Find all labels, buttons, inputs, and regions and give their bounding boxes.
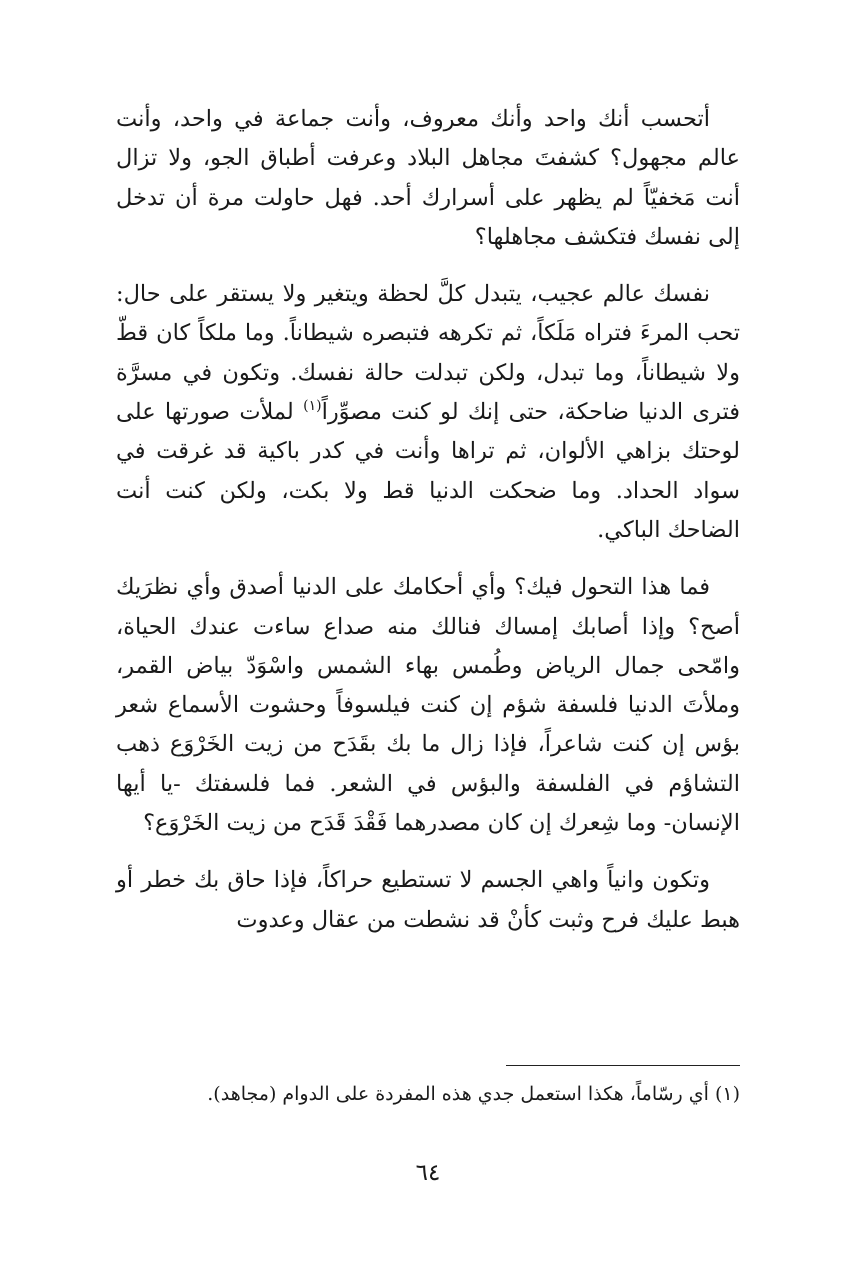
paragraph-4: وتكون وانياً واهي الجسم لا تستطيع حراكاً، فإذا حاق بك خطر أو هبط عليك فرح وثبت كأنْ قد نشطت من عقال وعدوت bbox=[116, 867, 740, 933]
footnote-reference-mark: (١) bbox=[303, 398, 322, 415]
book-page bbox=[116, 100, 740, 1240]
paragraph-2 bbox=[116, 275, 740, 550]
paragraph-1: أتحسب أنك واحد وأنك معروف، وأنت جماعة في واحد، وأنت عالم مجهول؟ كشفتَ مجاهل البلاد وعرفت أطباق الجو، ولا تزال أنت مَخفيّاً لم يظهر على أسرارك أحد. فهل حاولت مرة أن تدخل إلى نفسك فتكشف مجاهلها؟ bbox=[116, 106, 740, 250]
paragraph-2-text-after-note: لملأت صورتها على لوحتك بزاهي الألوان، ثم تراها وأنت في كدر باكية قد غرقت في سواد الحداد. وما ضحكت الدنيا قط ولا بكت، ولكن كنت أنت الضاحك الباكي. bbox=[116, 399, 740, 543]
page-number: ٦٤ bbox=[415, 1160, 441, 1186]
footnote-divider bbox=[506, 1065, 740, 1066]
paragraph-2-text-before-note: نفسك عالم عجيب، يتبدل كلَّ لحظة ويتغير ولا يستقر على حال: تحب المرءَ فتراه مَلَكاً، ثم تكرهه فتبصره شيطاناً. وما ملكاً كان قطّ ولا شيطاناً، وما تبدل، ولكن تبدلت حالة نفسك. وتكون في مسرَّة فترى الدنيا ضاحكة، حتى إنك لو كنت مصوِّراً bbox=[116, 281, 740, 426]
footnote: (١) أي رسّاماً، هكذا استعمل جدي هذه المفردة على الدوام (مجاهد). bbox=[207, 1083, 740, 1105]
paragraph-3: فما هذا التحول فيك؟ وأي أحكامك على الدنيا أصدق وأي نظرَيك أصح؟ وإذا أصابك إمساك فنالك منه صداع ساءت عندك الحياة، وامّحى جمال الرياض وطُمس بهاء الشمس واسْوَدّ بياض القمر، وملأتَ الدنيا فلسفة شؤم إن كنت فيلسوفاً وحشوت الأسماع شعر بؤس إن كنت شاعراً، فإذا زال ما بك بقَدَح من زيت الخَرْوَع ذهب التشاؤم في الفلسفة والبؤس في الشعر. فما فلسفتك -يا أيها الإنسان- وما شِعرك إن كان مصدرهما فَقْدَ قَدَح من زيت الخَرْوَع؟ bbox=[116, 574, 740, 837]
